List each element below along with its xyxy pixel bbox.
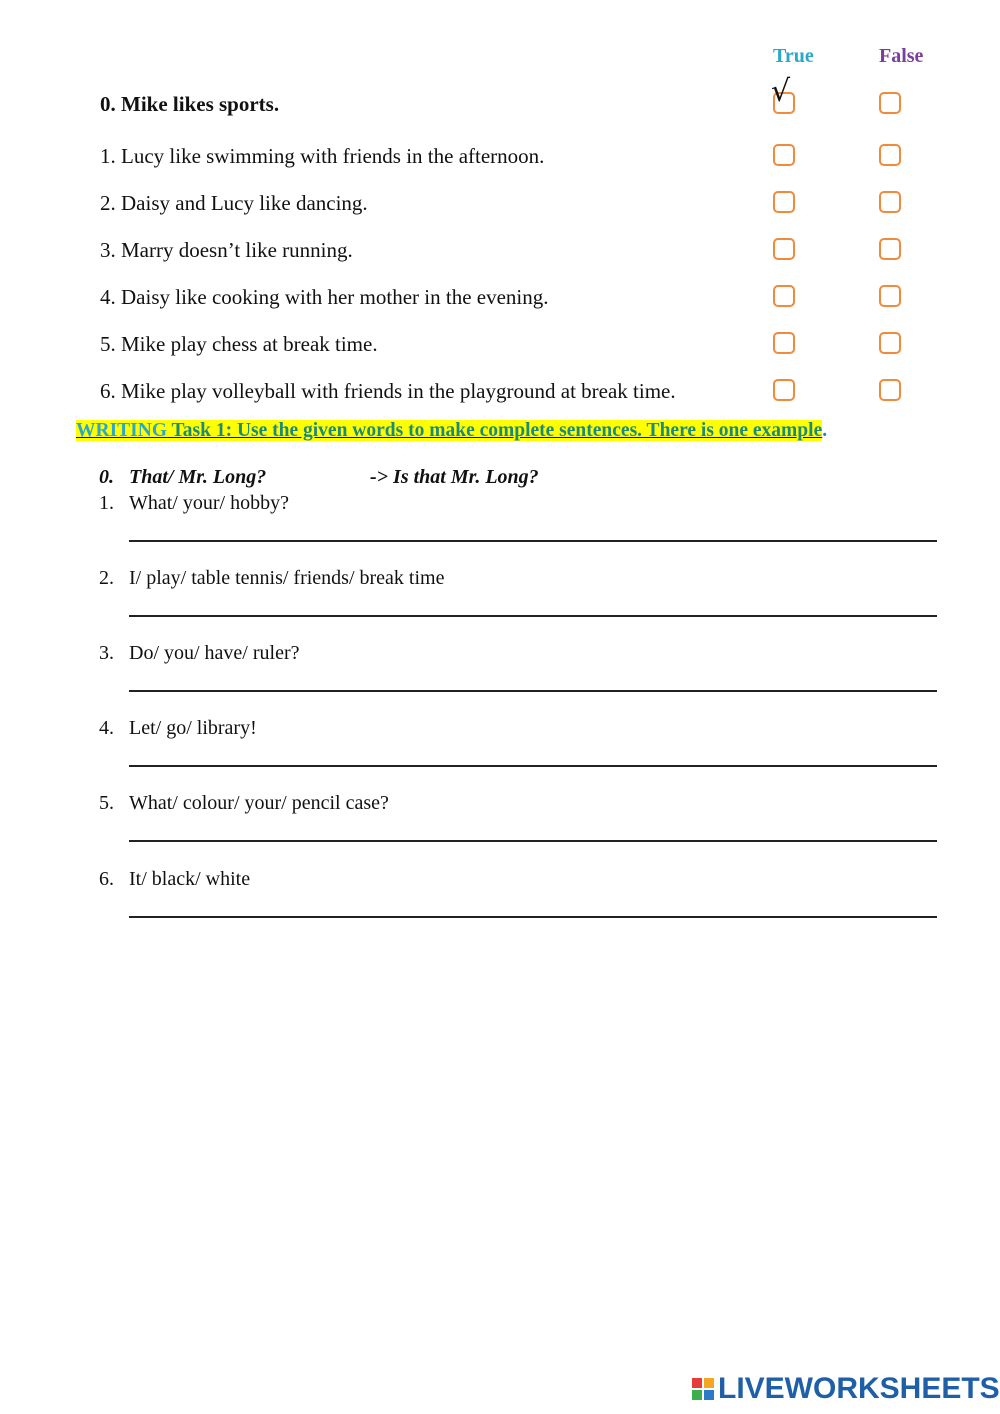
item-prompt: Let/ go/ library! <box>129 717 257 739</box>
item-prompt: I/ play/ table tennis/ friends/ break time <box>129 567 445 589</box>
logo-text: LIVEWORKSHEETS <box>718 1372 1000 1405</box>
tf-statement: 5. Mike play chess at break time. <box>100 332 378 356</box>
writing-item-5 <box>0 792 1000 867</box>
answer-line[interactable] <box>129 540 937 542</box>
tf-row-2 <box>0 185 1000 225</box>
false-checkbox[interactable] <box>879 379 901 401</box>
false-checkbox[interactable] <box>879 332 901 354</box>
task-instruction: Task 1: Use the given words to make complete sentences. There is one example <box>167 420 823 441</box>
item-prompt: It/ black/ white <box>129 868 251 890</box>
example-prompt: That/ Mr. Long? <box>129 466 267 488</box>
item-prompt: What/ colour/ your/ pencil case? <box>129 792 389 814</box>
true-checkbox[interactable] <box>773 191 795 213</box>
tf-row-example <box>0 74 1000 126</box>
item-number: 6. <box>99 868 114 890</box>
false-checkbox[interactable] <box>879 92 901 114</box>
writing-task-title <box>76 420 827 442</box>
writing-label: WRITING <box>76 420 168 441</box>
answer-line[interactable] <box>129 690 937 692</box>
answer-line[interactable] <box>129 615 937 617</box>
tf-statement: 0. Mike likes sports. <box>100 92 280 116</box>
false-checkbox[interactable] <box>879 238 901 260</box>
true-column-header: True <box>773 45 814 67</box>
tf-row-4 <box>0 279 1000 319</box>
false-checkbox[interactable] <box>879 144 901 166</box>
true-checkbox[interactable] <box>773 285 795 307</box>
writing-item-4 <box>0 717 1000 792</box>
tf-row-1 <box>0 138 1000 178</box>
tf-statement: 2. Daisy and Lucy like dancing. <box>100 191 368 215</box>
writing-item-1 <box>0 492 1000 567</box>
answer-line[interactable] <box>129 840 937 842</box>
writing-item-2 <box>0 567 1000 642</box>
false-checkbox[interactable] <box>879 191 901 213</box>
example-answer: -> Is that Mr. Long? <box>370 466 539 488</box>
item-number: 3. <box>99 642 114 664</box>
answer-line[interactable] <box>129 765 937 767</box>
tf-statement: 4. Daisy like cooking with her mother in the evening. <box>100 285 549 309</box>
false-column-header: False <box>879 45 924 67</box>
item-number: 1. <box>99 492 114 514</box>
item-number: 5. <box>99 792 114 814</box>
writing-item-6 <box>0 868 1000 943</box>
true-checkbox[interactable] <box>773 238 795 260</box>
tf-statement: 1. Lucy like swimming with friends in the afternoon. <box>100 144 545 168</box>
answer-line[interactable] <box>129 916 937 918</box>
tf-row-5 <box>0 326 1000 366</box>
tf-row-6 <box>0 373 1000 413</box>
true-checkbox[interactable] <box>773 144 795 166</box>
item-number: 2. <box>99 567 114 589</box>
item-prompt: What/ your/ hobby? <box>129 492 289 514</box>
example-number: 0. <box>99 466 114 488</box>
true-checkbox[interactable] <box>773 332 795 354</box>
false-checkbox[interactable] <box>879 285 901 307</box>
true-checkbox[interactable] <box>773 379 795 401</box>
item-prompt: Do/ you/ have/ ruler? <box>129 642 300 664</box>
tf-row-3 <box>0 232 1000 272</box>
item-number: 4. <box>99 717 114 739</box>
liveworksheets-logo <box>692 1372 1000 1406</box>
writing-item-3 <box>0 642 1000 717</box>
title-period: . <box>822 420 828 441</box>
liveworksheets-logo-icon <box>692 1378 714 1400</box>
tf-statement: 3. Marry doesn’t like running. <box>100 238 353 262</box>
check-mark-icon: √ <box>771 74 791 109</box>
tf-statement: 6. Mike play volleyball with friends in the playground at break time. <box>100 379 676 403</box>
